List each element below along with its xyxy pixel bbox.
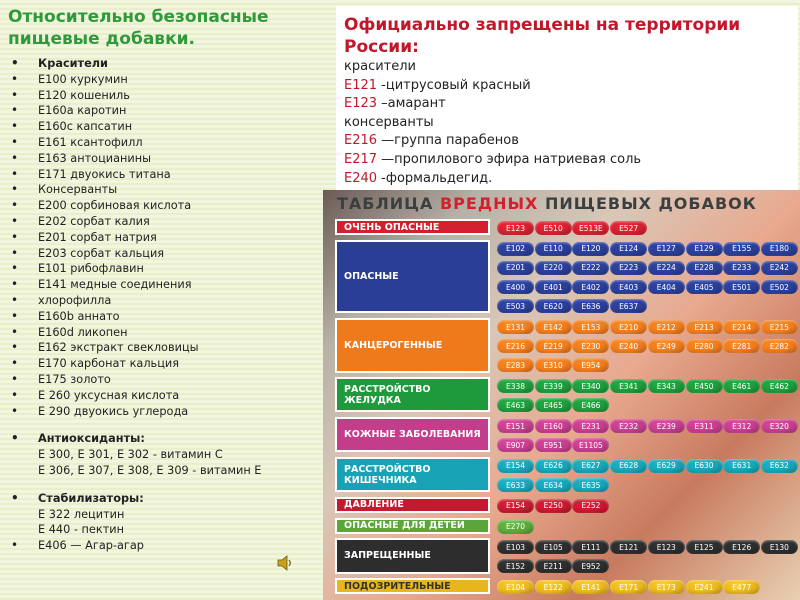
safe-additive-item: [8, 151, 328, 167]
additive-code-chip: E222: [572, 261, 609, 275]
poster-category: РАССТРОЙСТВО ЖЕЛУДКА: [335, 377, 490, 412]
additive-code-chip: E216: [497, 339, 534, 353]
safe-additive-label: Стабилизаторы:: [38, 491, 144, 505]
safe-additive-subline: Е 322 лецитин: [38, 507, 125, 521]
additive-code-chip: E129: [686, 242, 723, 256]
additive-code-chip: E160: [535, 419, 572, 433]
additive-code-chip: E954: [572, 358, 609, 372]
additive-code-chip: E450: [686, 379, 723, 393]
additive-code-chip: E210: [610, 320, 647, 334]
banned-additive-text: —группа парабенов: [377, 133, 519, 149]
safe-additives-title: Относительно безопасные пищевые добавки.: [8, 7, 269, 49]
poster-category: КОЖНЫЕ ЗАБОЛЕВАНИЯ: [335, 417, 490, 452]
safe-additive-label: Е 290 двуокись углерода: [38, 404, 189, 418]
additive-code-chip: E311: [686, 419, 723, 433]
safe-additives-panel: [8, 6, 328, 554]
additive-code-chip: E123: [648, 540, 685, 554]
banned-additive-line: [344, 58, 798, 77]
additive-code-chip: E620: [535, 299, 572, 313]
additive-code-chip: E907: [497, 438, 534, 452]
safe-additive-item: [8, 356, 328, 372]
additive-code-chip: E120: [572, 242, 609, 256]
safe-additive-subline: Е 440 - пектин: [38, 523, 125, 537]
banned-additive-text: -формальдегид.: [377, 170, 493, 186]
additive-code-chip: E154: [497, 499, 534, 513]
banned-additives-title: Официально запрещены на территории России:: [344, 15, 741, 57]
additive-code-chip: E310: [535, 358, 572, 372]
additive-code-chip: E341: [610, 379, 647, 393]
safe-additive-item: [8, 293, 328, 309]
poster-title: [337, 194, 797, 214]
banned-additive-text: красители: [344, 59, 416, 74]
safe-additive-item: [8, 198, 328, 214]
additive-code-chip: E340: [572, 379, 609, 393]
additive-code-chip: E401: [535, 280, 572, 294]
safe-additive-label: Е406 — Агар-агар: [38, 539, 144, 553]
safe-additive-label: Е200 сорбиновая кислота: [38, 199, 192, 213]
banned-additive-text: —пропилового эфира натриевая соль: [377, 151, 642, 167]
poster-category: КАНЦЕРОГЕННЫЕ: [335, 318, 490, 373]
safe-additive-label: Е203 сорбат кальция: [38, 246, 165, 260]
additive-code-chip: E214: [723, 320, 760, 334]
safe-additive-label: Е160d ликопен: [38, 325, 128, 339]
safe-additive-item: [8, 372, 328, 388]
additive-code-chip: E213: [686, 320, 723, 334]
additive-code-chip: E126: [723, 540, 760, 554]
safe-additive-item: [8, 56, 328, 72]
additive-code-chip: E212: [648, 320, 685, 334]
additive-code-chip: E123: [497, 221, 534, 235]
additive-code-chip: E402: [572, 280, 609, 294]
additive-code-chip: E282: [761, 339, 798, 353]
additive-code-chip: E627: [572, 459, 609, 473]
safe-additive-label: Е141 медные соединения: [38, 278, 192, 292]
additive-code-chip: E127: [648, 242, 685, 256]
safe-additive-label: Е160b аннато: [38, 309, 120, 323]
additive-code-chip: E501: [723, 280, 760, 294]
additive-code-chip: E466: [572, 398, 609, 412]
additive-code-chip: E141: [572, 580, 609, 594]
safe-additive-label: Е 260 уксусная кислота: [38, 388, 180, 402]
safe-additive-item: [8, 103, 328, 119]
additive-code-chip: E338: [497, 379, 534, 393]
additive-code-chip: E250: [535, 499, 572, 513]
additive-code-chip: E270: [497, 520, 534, 534]
additive-code-chip: E637: [610, 299, 647, 313]
banned-additives-lines: [336, 58, 798, 188]
safe-additive-label: Консерванты: [38, 183, 118, 197]
additive-code-chip: E626: [535, 459, 572, 473]
additive-code-chip: E503: [497, 299, 534, 313]
harmful-additives-poster: [323, 190, 800, 600]
additive-code-chip: E312: [723, 419, 760, 433]
additive-code-chip: E951: [535, 438, 572, 452]
additive-code-chip: E320: [761, 419, 798, 433]
poster-title-part: ПИЩЕВЫХ ДОБАВОК: [538, 194, 757, 213]
additive-code-chip: E105: [535, 540, 572, 554]
additive-code-chip: E224: [648, 261, 685, 275]
additive-code-chip: E155: [723, 242, 760, 256]
safe-additive-label: Е175 золото: [38, 372, 111, 386]
poster-category: РАССТРОЙСТВО КИШЕЧНИКА: [335, 457, 490, 492]
safe-additive-item: [8, 309, 328, 325]
safe-additive-item: [8, 325, 328, 341]
additive-code-chip: E124: [610, 242, 647, 256]
safe-additive-item: [8, 246, 328, 262]
additive-code-chip: E477: [723, 580, 760, 594]
poster-category: ОЧЕНЬ ОПАСНЫЕ: [335, 219, 490, 235]
safe-additive-item: [8, 88, 328, 104]
safe-additive-subline: Е 300, Е 301, Е 302 - витамин С: [38, 448, 223, 462]
safe-additive-item: [8, 340, 328, 356]
poster-category: ПОДОЗРИТЕЛЬНЫЕ: [335, 578, 490, 594]
safe-additive-subline: Е 306, Е 307, Е 308, Е 309 - витамин Е: [38, 463, 262, 477]
additive-code-chip: E110: [535, 242, 572, 256]
banned-additive-code: Е121: [344, 77, 378, 93]
additive-code-chip: E631: [723, 459, 760, 473]
safe-additive-label: Е160с капсатин: [38, 120, 133, 134]
safe-additive-label: Е100 куркумин: [38, 72, 128, 86]
additive-code-chip: E215: [761, 320, 798, 334]
additive-code-chip: E630: [686, 459, 723, 473]
additive-code-chip: E634: [535, 478, 572, 492]
safe-additive-label: Антиоксиданты:: [38, 432, 145, 446]
banned-additive-code: Е217: [344, 151, 378, 167]
safe-additive-label: Е120 кошениль: [38, 88, 130, 102]
additive-code-chip: E223: [610, 261, 647, 275]
safe-additive-label: Е171 двуокись титана: [38, 167, 171, 181]
additive-code-chip: E636: [572, 299, 609, 313]
safe-additive-item: [8, 167, 328, 183]
additive-code-chip: E219: [535, 339, 572, 353]
additive-code-chip: E180: [761, 242, 798, 256]
additive-code-chip: E152: [497, 559, 534, 573]
additive-code-chip: E400: [497, 280, 534, 294]
additive-code-chip: E635: [572, 478, 609, 492]
banned-additive-line: [344, 77, 798, 96]
additive-code-chip: E461: [723, 379, 760, 393]
poster-title-part: ТАБЛИЦА: [337, 194, 440, 213]
additive-code-chip: E241: [686, 580, 723, 594]
additive-code-chip: E239: [648, 419, 685, 433]
safe-additive-item: [8, 72, 328, 88]
additive-code-chip: E952: [572, 559, 609, 573]
safe-additive-item: [8, 388, 328, 404]
banned-additive-text: консерванты: [344, 114, 434, 130]
poster-category: ДАВЛЕНИЕ: [335, 497, 490, 513]
additive-code-chip: E102: [497, 242, 534, 256]
additive-code-chip: E232: [610, 419, 647, 433]
safe-additive-item: [8, 431, 328, 478]
safe-additive-label: хлорофилла: [38, 293, 112, 307]
additive-code-chip: E122: [535, 580, 572, 594]
banned-additive-line: [344, 114, 798, 133]
additive-code-chip: E343: [648, 379, 685, 393]
additive-code-chip: E142: [535, 320, 572, 334]
safe-additive-item: [8, 135, 328, 151]
safe-additive-item: [8, 230, 328, 246]
additive-code-chip: E629: [648, 459, 685, 473]
safe-additive-label: Е201 сорбат натрия: [38, 230, 157, 244]
additive-code-chip: E242: [761, 261, 798, 275]
safe-additive-item: [8, 538, 328, 554]
safe-additives-list: [8, 56, 328, 554]
additive-code-chip: E633: [497, 478, 534, 492]
additive-code-chip: E240: [610, 339, 647, 353]
safe-additive-label: Е161 ксантофилл: [38, 135, 143, 149]
speaker-icon[interactable]: [276, 554, 294, 572]
additive-code-chip: E404: [648, 280, 685, 294]
additive-code-chip: E173: [648, 580, 685, 594]
additive-code-chip: E201: [497, 261, 534, 275]
banned-additive-line: [344, 170, 798, 189]
additive-code-chip: E131: [497, 320, 534, 334]
additive-code-chip: E405: [686, 280, 723, 294]
additive-code-chip: E283: [497, 358, 534, 372]
additive-code-chip: E463: [497, 398, 534, 412]
poster-title-red: ВРЕДНЫХ: [439, 194, 539, 213]
additive-code-chip: E154: [497, 459, 534, 473]
additive-code-chip: E403: [610, 280, 647, 294]
additive-code-chip: E339: [535, 379, 572, 393]
safe-additive-item: [8, 404, 328, 420]
banned-additive-text: -цитрусовый красный: [377, 77, 531, 93]
additive-code-chip: E628: [610, 459, 647, 473]
additive-code-chip: E220: [535, 261, 572, 275]
additive-code-chip: E281: [723, 339, 760, 353]
additive-code-chip: E462: [761, 379, 798, 393]
banned-additive-line: [344, 132, 798, 151]
additive-code-chip: E527: [610, 221, 647, 235]
additive-code-chip: E510: [535, 221, 572, 235]
additive-code-chip: E249: [648, 339, 685, 353]
additive-code-chip: E171: [610, 580, 647, 594]
additive-code-chip: E228: [686, 261, 723, 275]
additive-code-chip: E211: [535, 559, 572, 573]
safe-additive-label: Е170 карбонат кальция: [38, 357, 180, 371]
safe-additive-label: Е160а каротин: [38, 104, 127, 118]
safe-additive-item: [8, 491, 328, 538]
safe-additive-item: [8, 182, 328, 198]
banned-additive-line: [344, 95, 798, 114]
additive-code-chip: E632: [761, 459, 798, 473]
additive-code-chip: E151: [497, 419, 534, 433]
safe-additive-label: Е202 сорбат калия: [38, 214, 150, 228]
additive-code-chip: E513E: [572, 221, 609, 235]
additive-code-chip: E121: [610, 540, 647, 554]
additive-code-chip: E502: [761, 280, 798, 294]
additive-code-chip: E252: [572, 499, 609, 513]
additive-code-chip: E130: [761, 540, 798, 554]
safe-additive-item: [8, 261, 328, 277]
safe-additive-item: [8, 277, 328, 293]
additive-code-chip: E103: [497, 540, 534, 554]
additive-code-chip: E465: [535, 398, 572, 412]
banned-additive-line: [344, 151, 798, 170]
banned-additive-code: Е216: [344, 133, 378, 149]
additive-code-chip: E111: [572, 540, 609, 554]
poster-category: ОПАСНЫЕ ДЛЯ ДЕТЕЙ: [335, 518, 490, 534]
additive-code-chip: E1105: [572, 438, 609, 452]
banned-additive-text: –амарант: [377, 96, 446, 112]
safe-additive-label: Е101 рибофлавин: [38, 262, 144, 276]
additive-code-chip: E231: [572, 419, 609, 433]
safe-additive-label: Е163 антоцианины: [38, 151, 152, 165]
poster-category: ОПАСНЫЕ: [335, 240, 490, 314]
additive-code-chip: E125: [686, 540, 723, 554]
safe-additive-item: [8, 119, 328, 135]
safe-additive-label: Красители: [38, 57, 108, 70]
additive-code-chip: E233: [723, 261, 760, 275]
banned-additives-panel: [336, 6, 798, 196]
additive-code-chip: E104: [497, 580, 534, 594]
additive-code-chip: E153: [572, 320, 609, 334]
poster-category: ЗАПРЕЩЕННЫЕ: [335, 538, 490, 573]
safe-additive-label: Е162 экстракт свекловицы: [38, 341, 199, 355]
safe-additive-item: [8, 214, 328, 230]
banned-additive-code: Е123: [344, 96, 378, 112]
banned-additive-code: Е240: [344, 170, 378, 186]
additive-code-chip: E230: [572, 339, 609, 353]
additive-code-chip: E280: [686, 339, 723, 353]
